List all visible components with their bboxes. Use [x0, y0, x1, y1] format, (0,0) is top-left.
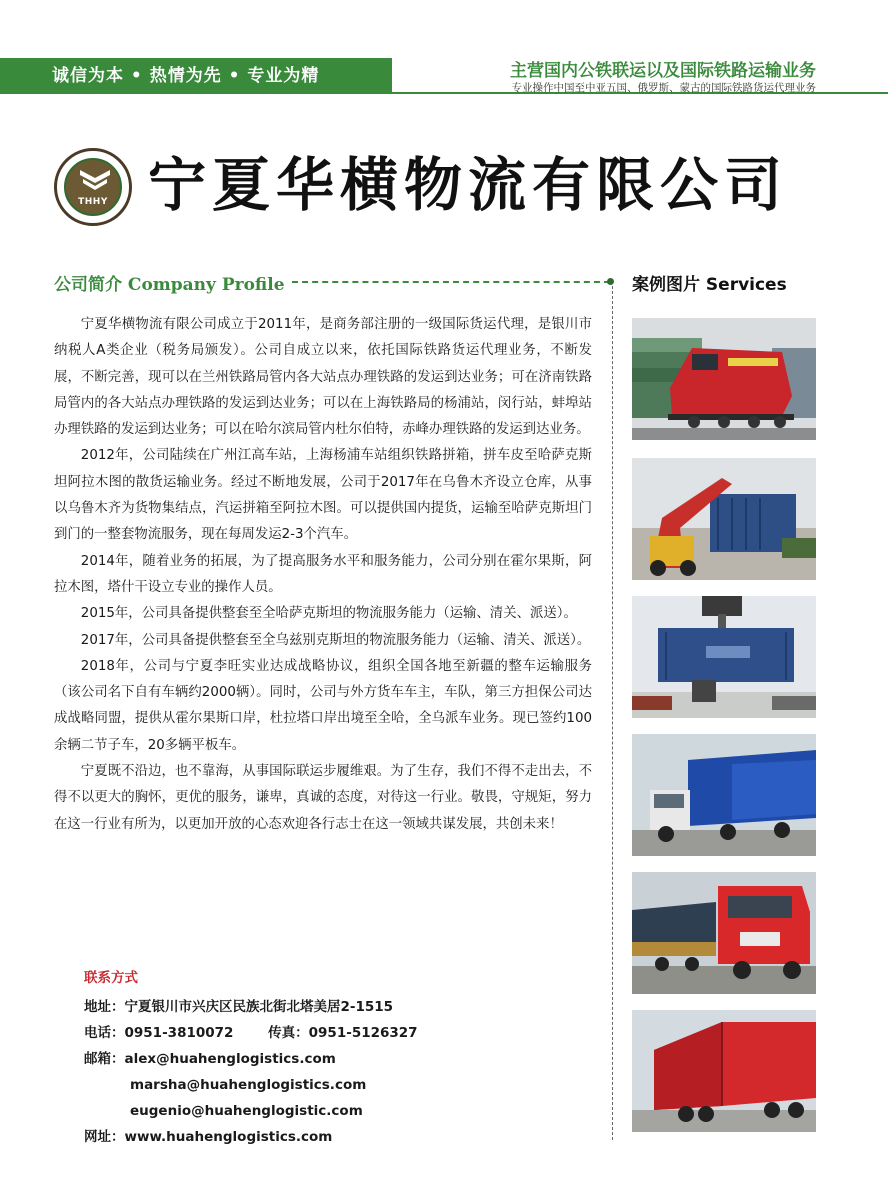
- profile-heading-cn: 公司简介: [54, 275, 122, 295]
- address-line: [84, 994, 604, 1020]
- profile-paragraph: 宁夏华横物流有限公司成立于2011年，是商务部注册的一级国际货运代理，是银川市纳税人A类企业（税务局颁发）。公司自成立以来，依托国际铁路货运代理业务，不断发展，不断完善，现可以在兰州铁路局管内各大站点办理铁路的发运到达业务；可在济南铁路局管内的各大站点办理铁路的发运到达业务；可以在上海铁路局的杨浦站，闵行站，蚌埠站办理铁路的发运到达业务；可以在哈尔滨局管内杜尔伯特，赤峰办理铁路的发运到达业务。: [54, 317, 592, 438]
- business-subheading: 专业操作中国至中亚五国、俄罗斯、蒙古的国际铁路货运代理业务: [511, 82, 816, 94]
- phone-label: 电话：: [84, 1025, 125, 1041]
- profile-heading: [54, 270, 285, 295]
- services-heading: 案例图片 Services: [632, 275, 787, 295]
- fax-label: 传真：: [268, 1025, 309, 1041]
- email-line: [84, 1098, 604, 1124]
- profile-paragraph: 宁夏既不沿边，也不靠海，从事国际联运步履维艰。为了生存，我们不得不走出去，不得不以更大的胸怀，更优的服务，谦卑，真诚的态度，对待这一行业。敬畏，守规矩，努力在这一行业有所为，以更加开放的心态欢迎各行志士在这一领域共谋发展，共创未来！: [54, 764, 592, 832]
- logo-abbr: THHY: [78, 197, 108, 207]
- slogan-banner: 诚信为本 • 热情为先 • 专业为精: [0, 58, 392, 94]
- website-label: 网址：: [84, 1129, 125, 1145]
- red-truck-tarp-photo: [632, 872, 816, 994]
- email-link[interactable]: eugenio@huahenglogistic.com: [130, 1103, 363, 1119]
- phone-line: [84, 1020, 604, 1046]
- address-value: 宁夏银川市兴庆区民族北街北塔美居2-1515: [124, 999, 394, 1015]
- container-stacker-photo: [632, 458, 816, 580]
- profile-heading-en: Company Profile: [127, 275, 285, 295]
- profile-paragraph: 2015年，公司具备提供整套至全哈萨克斯坦的物流服务能力（运输、清关、派送）。: [80, 606, 577, 622]
- profile-paragraph: 2014年，随着业务的拓展，为了提高服务水平和服务能力，公司分别在霍尔果斯，阿拉木图，塔什干设立专业的操作人员。: [54, 553, 592, 595]
- email-line: [84, 1046, 604, 1072]
- email-link[interactable]: marsha@huahenglogistics.com: [130, 1077, 367, 1093]
- website-link[interactable]: www.huahenglogistics.com: [124, 1129, 333, 1145]
- profile-body: [54, 312, 592, 838]
- email-line: [84, 1072, 604, 1098]
- company-logo: [54, 148, 132, 226]
- company-name: 宁夏华横物流有限公司: [148, 151, 789, 219]
- contact-heading: 联系方式: [84, 970, 138, 986]
- blue-trucks-photo: [632, 734, 816, 856]
- container-crane-photo: [632, 596, 816, 718]
- website-line: [84, 1124, 604, 1150]
- profile-paragraph: 2018年，公司与宁夏李旺实业达成战略协议，组织全国各地至新疆的整车运输服务（该公司名下自有车辆约2000辆）。同时，公司与外方货车车主，车队，第三方担保公司达成战略同盟，提供从霍尔果斯口岸，杜拉塔口岸出境至全哈，全乌派车业务。现已签约100余辆二节子车，20多辆平板车。: [54, 658, 592, 753]
- locomotive-photo: [632, 318, 816, 440]
- contact-block: [84, 966, 604, 1150]
- profile-paragraph: 2017年，公司具备提供整套至全乌兹别克斯坦的物流服务能力（运输、清关、派送）。: [80, 632, 591, 648]
- main-business-heading: 主营国内公铁联运以及国际铁路运输业务: [510, 61, 816, 81]
- address-label: 地址：: [84, 999, 125, 1015]
- phone-value: 0951-3810072: [124, 1025, 234, 1041]
- fax-value: 0951-5126327: [308, 1025, 418, 1041]
- profile-paragraph: 2012年，公司陆续在广州江高车站，上海杨浦车站组织铁路拼箱，拼车皮至哈萨克斯坦阿拉木图的散货运输业务。经过不断地发展，公司于2017年在乌鲁木齐设立仓库，从事以乌鲁木齐为货物集结点，汽运拼箱至阿拉木图。可以提供国内提货，运输至哈萨克斯坦门到门的一整套物流服务，现在每周发运2-3个汽车。: [54, 448, 592, 543]
- divider-dot: [607, 278, 614, 285]
- profile-divider: [292, 281, 610, 283]
- chevron-mark-icon: [80, 170, 110, 192]
- red-trailer-photo: [632, 1010, 816, 1132]
- email-link[interactable]: alex@huahenglogistics.com: [124, 1051, 336, 1067]
- column-divider: [612, 286, 613, 1140]
- logo-emblem: [64, 158, 122, 216]
- email-label: 邮箱：: [84, 1051, 125, 1067]
